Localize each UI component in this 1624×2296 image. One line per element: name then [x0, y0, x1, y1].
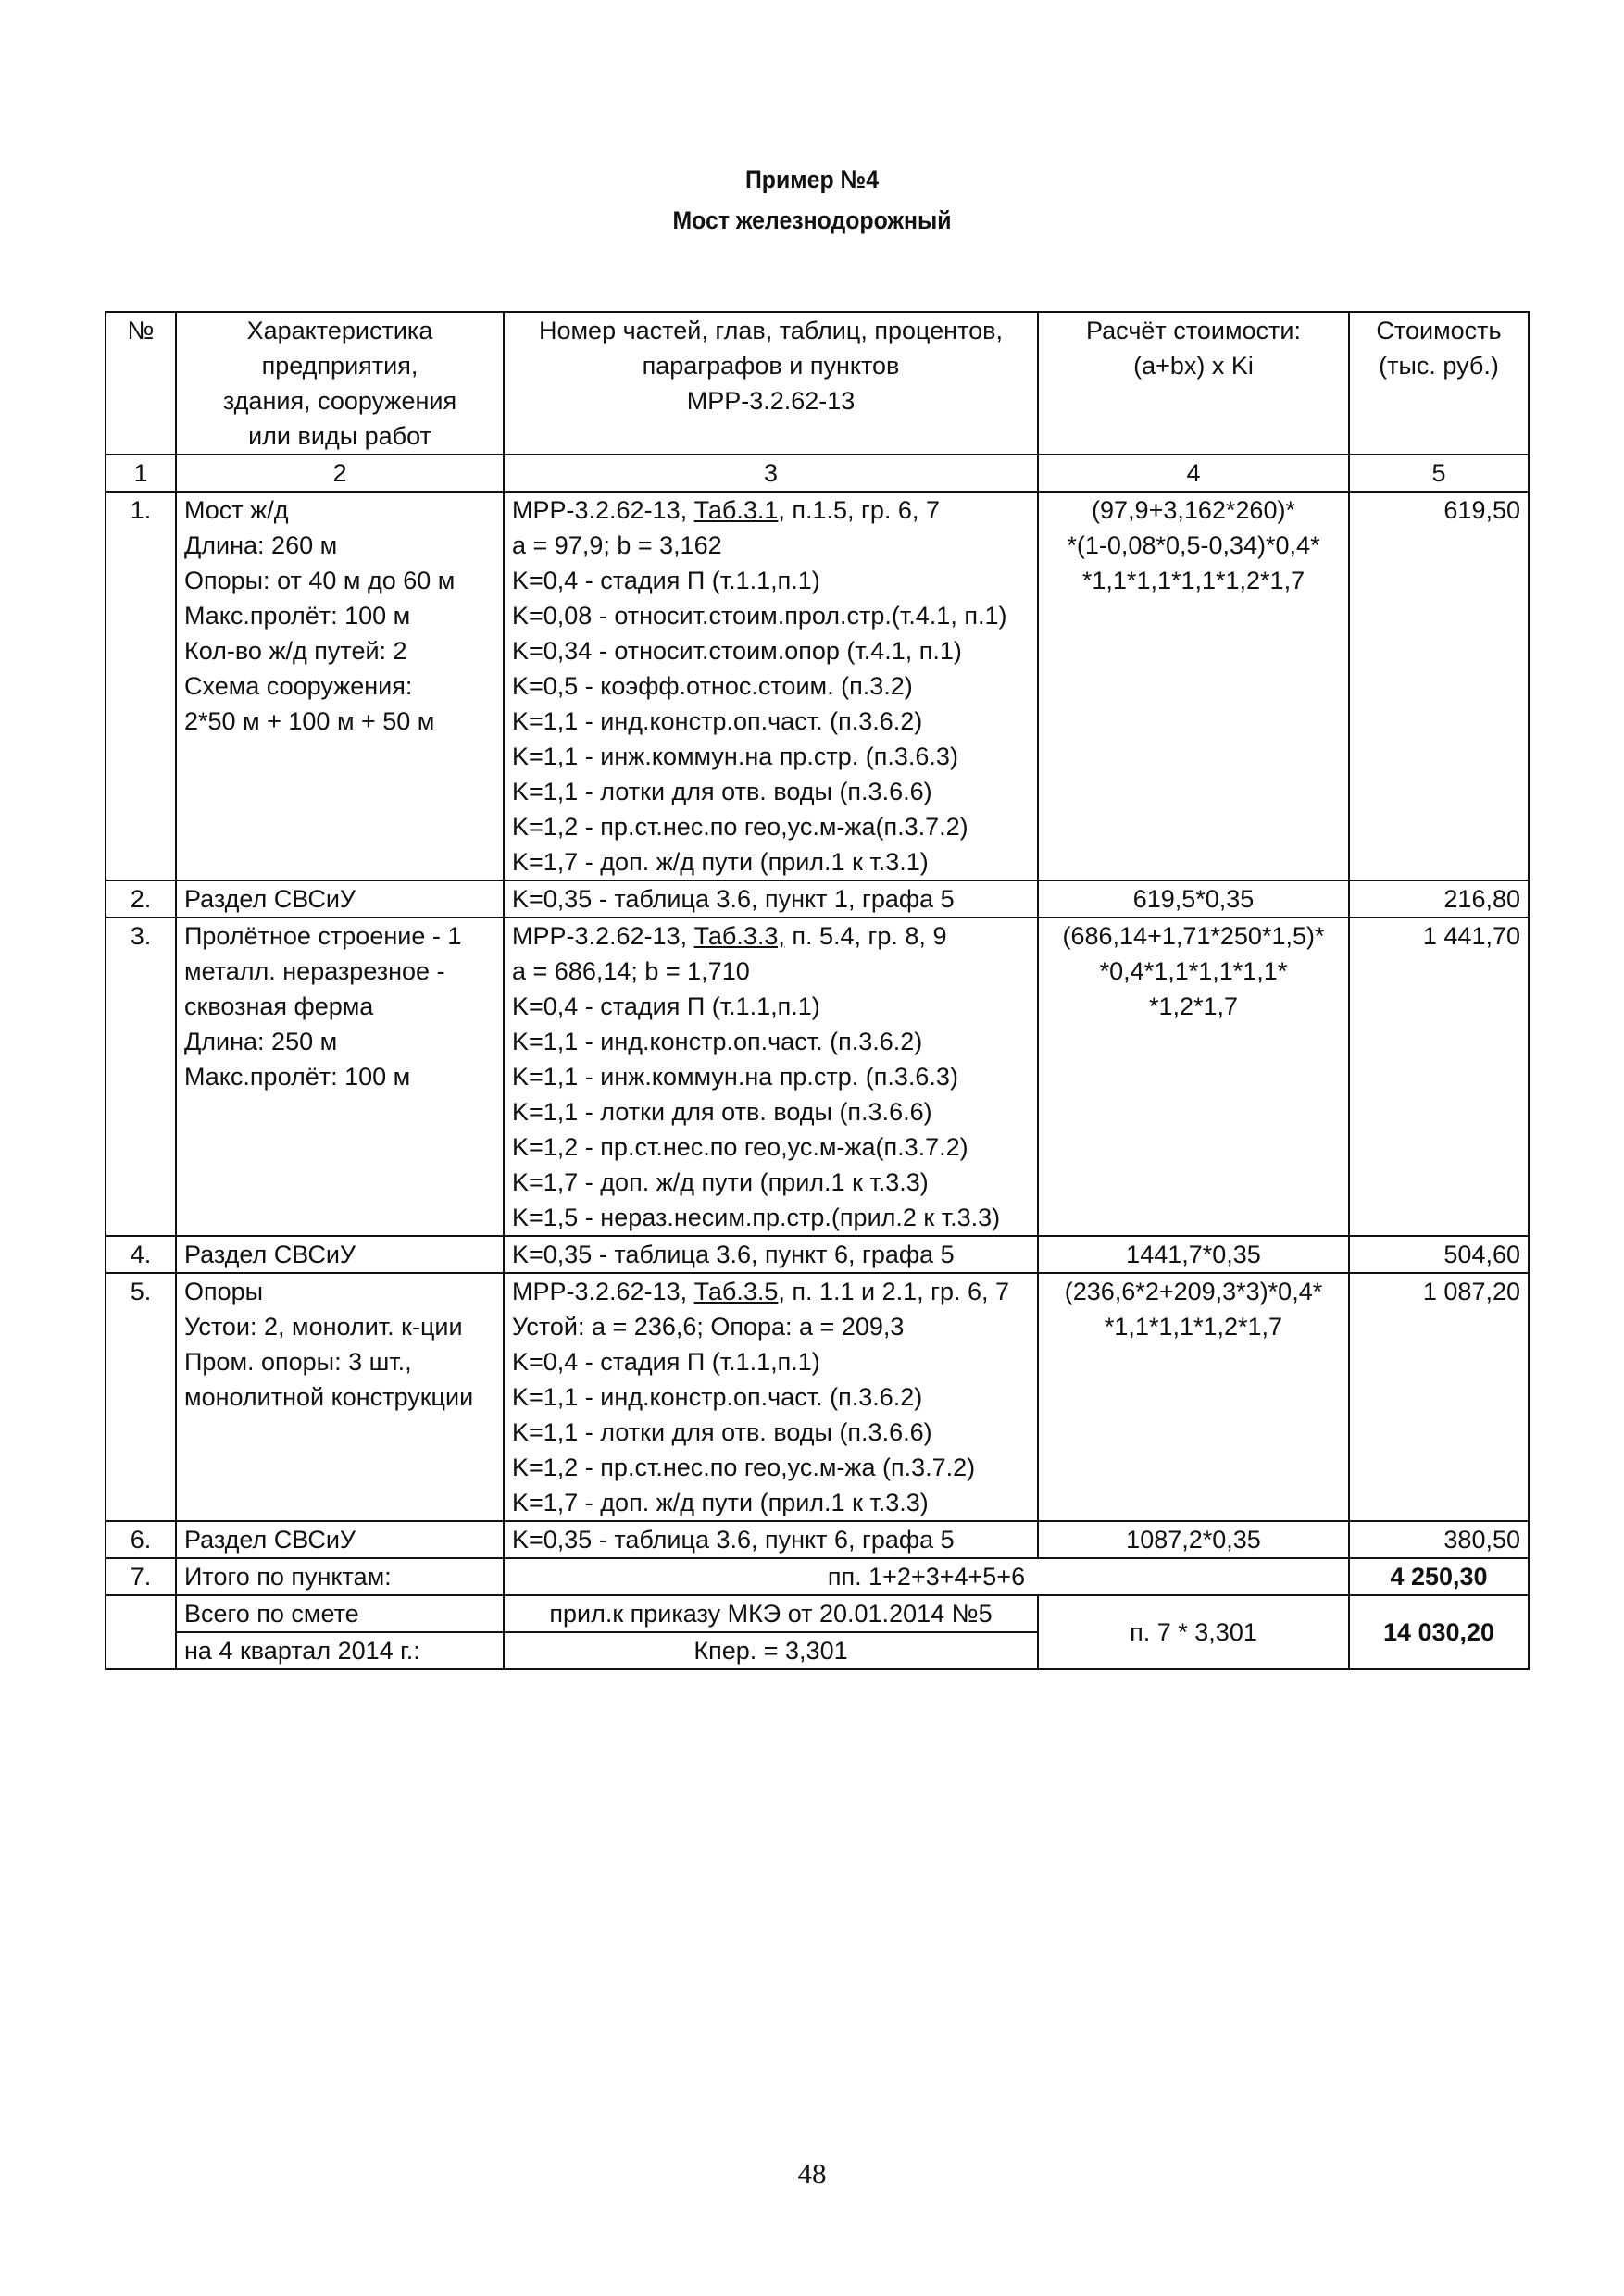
grand-total-period: на 4 квартал 2014 г.:: [176, 1632, 504, 1669]
text-line: (236,6*2+209,3*3)*0,4*: [1064, 1278, 1323, 1305]
text-line: *1,1*1,1*1,1*1,2*1,7: [1081, 567, 1305, 594]
grand-total-cost: 14 030,20: [1349, 1595, 1529, 1669]
text-line: Длина: 260 м: [184, 531, 338, 559]
total-label: Итого по пунктам:: [176, 1558, 504, 1595]
header-number: №: [106, 312, 176, 455]
text-line: K=1,2 - пр.ст.нес.по гео,ус.м-жа(п.3.7.2): [512, 1133, 968, 1161]
text-line: Характеристика: [246, 317, 433, 344]
row-reference: K=0,35 - таблица 3.6, пункт 6, графа 5: [504, 1236, 1038, 1273]
text-line: сквозная ферма: [184, 992, 374, 1020]
row-description: [176, 917, 504, 1236]
row-number: 2.: [106, 880, 176, 917]
text-line: K=1,1 - инж.коммун.на пр.стр. (п.3.6.3): [512, 742, 958, 770]
example-title: Пример №4: [744, 166, 880, 193]
text-line: K=1,7 - доп. ж/д пути (прил.1 к т.3.3): [512, 1168, 929, 1196]
row-description: Раздел СВСиУ: [176, 880, 504, 917]
text-line: K=1,1 - инж.коммун.на пр.стр. (п.3.6.3): [512, 1063, 958, 1091]
row-number: 4.: [106, 1236, 176, 1273]
row-calculation: [1038, 492, 1349, 880]
conversion-coefficient: Кпер. = 3,301: [504, 1632, 1038, 1669]
text-line: металл. неразрезное -: [184, 957, 445, 985]
row-reference: K=0,35 - таблица 3.6, пункт 1, графа 5: [504, 880, 1038, 917]
text-line: параграфов и пунктов: [642, 352, 900, 380]
column-index: 1: [106, 455, 176, 492]
text-line: a = 97,9; b = 3,162: [512, 531, 722, 559]
text-line: 2*50 м + 100 м + 50 м: [184, 707, 435, 735]
text-line: предприятия,: [261, 352, 418, 380]
column-index-row: [106, 455, 1529, 492]
reference-heading: МРР-3.2.62-13, Таб.3.3, п. 5.4, гр. 8, 9: [512, 922, 947, 950]
table-reference: Таб.3.5: [693, 1278, 779, 1305]
text-line: Устой: a = 236,6; Опора: a = 209,3: [512, 1313, 905, 1341]
object-title: Мост железнодорожный: [672, 206, 952, 234]
row-calculation: 619,5*0,35: [1038, 880, 1349, 917]
text-line: K=1,5 - нераз.несим.пр.стр.(прил.2 к т.3.3): [512, 1204, 1001, 1231]
row-reference: [504, 492, 1038, 880]
text-line: a = 686,14; b = 1,710: [512, 957, 750, 985]
text-line: (a+bx) x Ki: [1133, 352, 1254, 380]
text-line: монолитной конструкции: [184, 1383, 474, 1411]
text-line: Опоры: от 40 м до 60 м: [184, 567, 456, 594]
table-reference: Таб.3.1: [693, 496, 779, 524]
text-line: Макс.пролёт: 100 м: [184, 1063, 411, 1091]
row-number: 3.: [106, 917, 176, 1236]
row-cost: 216,80: [1349, 880, 1529, 917]
text-line: K=1,1 - лотки для отв. воды (п.3.6.6): [512, 778, 932, 805]
text-line: Опоры: [184, 1278, 264, 1305]
text-line: (686,14+1,71*250*1,5)*: [1062, 922, 1325, 950]
table-row: [106, 880, 1529, 917]
table-row: [106, 1236, 1529, 1273]
row-reference: K=0,35 - таблица 3.6, пункт 6, графа 5: [504, 1521, 1038, 1558]
text-line: K=1,2 - пр.ст.нес.по гео,ус.м-жа(п.3.7.2): [512, 813, 968, 841]
text-line: *(1-0,08*0,5-0,34)*0,4*: [1067, 531, 1320, 559]
text-line: (тыс. руб.): [1379, 352, 1499, 380]
text-line: *1,1*1,1*1,2*1,7: [1104, 1313, 1283, 1341]
empty-cell: [106, 1595, 176, 1669]
total-formula: пп. 1+2+3+4+5+6: [504, 1558, 1349, 1595]
total-cost: 4 250,30: [1349, 1558, 1529, 1595]
text-line: K=0,5 - коэфф.относ.стоим. (п.3.2): [512, 672, 913, 700]
grand-total-formula: п. 7 * 3,301: [1038, 1595, 1349, 1669]
grand-total-row: [106, 1595, 1529, 1632]
total-row: [106, 1558, 1529, 1595]
row-reference: [504, 1273, 1038, 1521]
column-index: 4: [1038, 455, 1349, 492]
row-reference: [504, 917, 1038, 1236]
text-line: Пролётное строение - 1: [184, 922, 462, 950]
row-calculation: 1441,7*0,35: [1038, 1236, 1349, 1273]
text-line: K=0,08 - относит.стоим.прол.стр.(т.4.1, п.1): [512, 602, 1007, 630]
table-reference: Таб.3.3,: [693, 922, 785, 950]
text-line: (97,9+3,162*260)*: [1092, 496, 1295, 524]
text-line: Длина: 250 м: [184, 1028, 338, 1055]
text-line: Устои: 2, монолит. к-ции: [184, 1313, 463, 1341]
table-row: [106, 1521, 1529, 1558]
text-line: Стоимость: [1376, 317, 1502, 344]
row-number: 1.: [106, 492, 176, 880]
header-cost: [1349, 312, 1529, 455]
column-index: 2: [176, 455, 504, 492]
row-cost: 619,50: [1349, 492, 1529, 880]
text-line: K=0,4 - стадия П (т.1.1,п.1): [512, 1348, 820, 1376]
column-index: 5: [1349, 455, 1529, 492]
grand-total-basis: прил.к приказу МКЭ от 20.01.2014 №5: [504, 1595, 1038, 1632]
header-reference: [504, 312, 1038, 455]
text-line: K=1,1 - инд.констр.оп.част. (п.3.6.2): [512, 1383, 923, 1411]
table-header-row: [106, 312, 1529, 455]
row-calculation: [1038, 917, 1349, 1236]
text-line: K=1,1 - инд.констр.оп.част. (п.3.6.2): [512, 707, 923, 735]
header-description: [176, 312, 504, 455]
text-line: K=1,7 - доп. ж/д пути (прил.1 к т.3.3): [512, 1489, 929, 1516]
text-line: Макс.пролёт: 100 м: [184, 602, 411, 630]
text-line: Расчёт стоимости:: [1086, 317, 1301, 344]
text-line: K=1,7 - доп. ж/д пути (прил.1 к т.3.1): [512, 848, 929, 876]
document-title: [0, 159, 1624, 241]
text-line: K=0,34 - относит.стоим.опор (т.4.1, п.1): [512, 637, 962, 665]
text-line: *1,2*1,7: [1148, 992, 1239, 1020]
row-number: 7.: [106, 1558, 176, 1595]
estimate-table: [105, 311, 1530, 1670]
text-line: Пром. опоры: 3 шт.,: [184, 1348, 412, 1376]
row-number: 5.: [106, 1273, 176, 1521]
row-description: [176, 1273, 504, 1521]
row-cost: 1 087,20: [1349, 1273, 1529, 1521]
text-line: K=1,1 - инд.констр.оп.част. (п.3.6.2): [512, 1028, 923, 1055]
row-description: [176, 492, 504, 880]
text-line: K=1,1 - лотки для отв. воды (п.3.6.6): [512, 1098, 932, 1126]
row-calculation: [1038, 1273, 1349, 1521]
text-line: Мост ж/д: [184, 496, 289, 524]
text-line: K=1,2 - пр.ст.нес.по гео,ус.м-жа (п.3.7.2): [512, 1454, 976, 1481]
row-calculation: 1087,2*0,35: [1038, 1521, 1349, 1558]
table-row: [106, 1273, 1529, 1521]
text-line: Номер частей, глав, таблиц, процентов,: [538, 317, 1004, 344]
text-line: Кол-во ж/д путей: 2: [184, 637, 407, 665]
row-description: Раздел СВСиУ: [176, 1236, 504, 1273]
page-number: 48: [797, 2157, 827, 2190]
reference-heading: МРР-3.2.62-13, Таб.3.1, п.1.5, гр. 6, 7: [512, 496, 940, 524]
text-line: здания, сооружения: [222, 387, 457, 415]
table-row: [106, 917, 1529, 1236]
row-cost: 1 441,70: [1349, 917, 1529, 1236]
reference-heading: МРР-3.2.62-13, Таб.3.5, п. 1.1 и 2.1, гр. 6, 7: [512, 1278, 1010, 1305]
text-line: или виды работ: [248, 422, 431, 450]
row-number: 6.: [106, 1521, 176, 1558]
column-index: 3: [504, 455, 1038, 492]
text-line: *0,4*1,1*1,1*1,1*: [1099, 957, 1288, 985]
text-line: МРР-3.2.62-13: [686, 387, 856, 415]
table-row: [106, 492, 1529, 880]
row-cost: 380,50: [1349, 1521, 1529, 1558]
grand-total-label: Всего по смете: [176, 1595, 504, 1632]
text-line: Схема сооружения:: [184, 672, 413, 700]
row-description: Раздел СВСиУ: [176, 1521, 504, 1558]
text-line: K=0,4 - стадия П (т.1.1,п.1): [512, 567, 820, 594]
row-cost: 504,60: [1349, 1236, 1529, 1273]
text-line: K=0,4 - стадия П (т.1.1,п.1): [512, 992, 820, 1020]
header-calculation: [1038, 312, 1349, 455]
text-line: K=1,1 - лотки для отв. воды (п.3.6.6): [512, 1418, 932, 1446]
